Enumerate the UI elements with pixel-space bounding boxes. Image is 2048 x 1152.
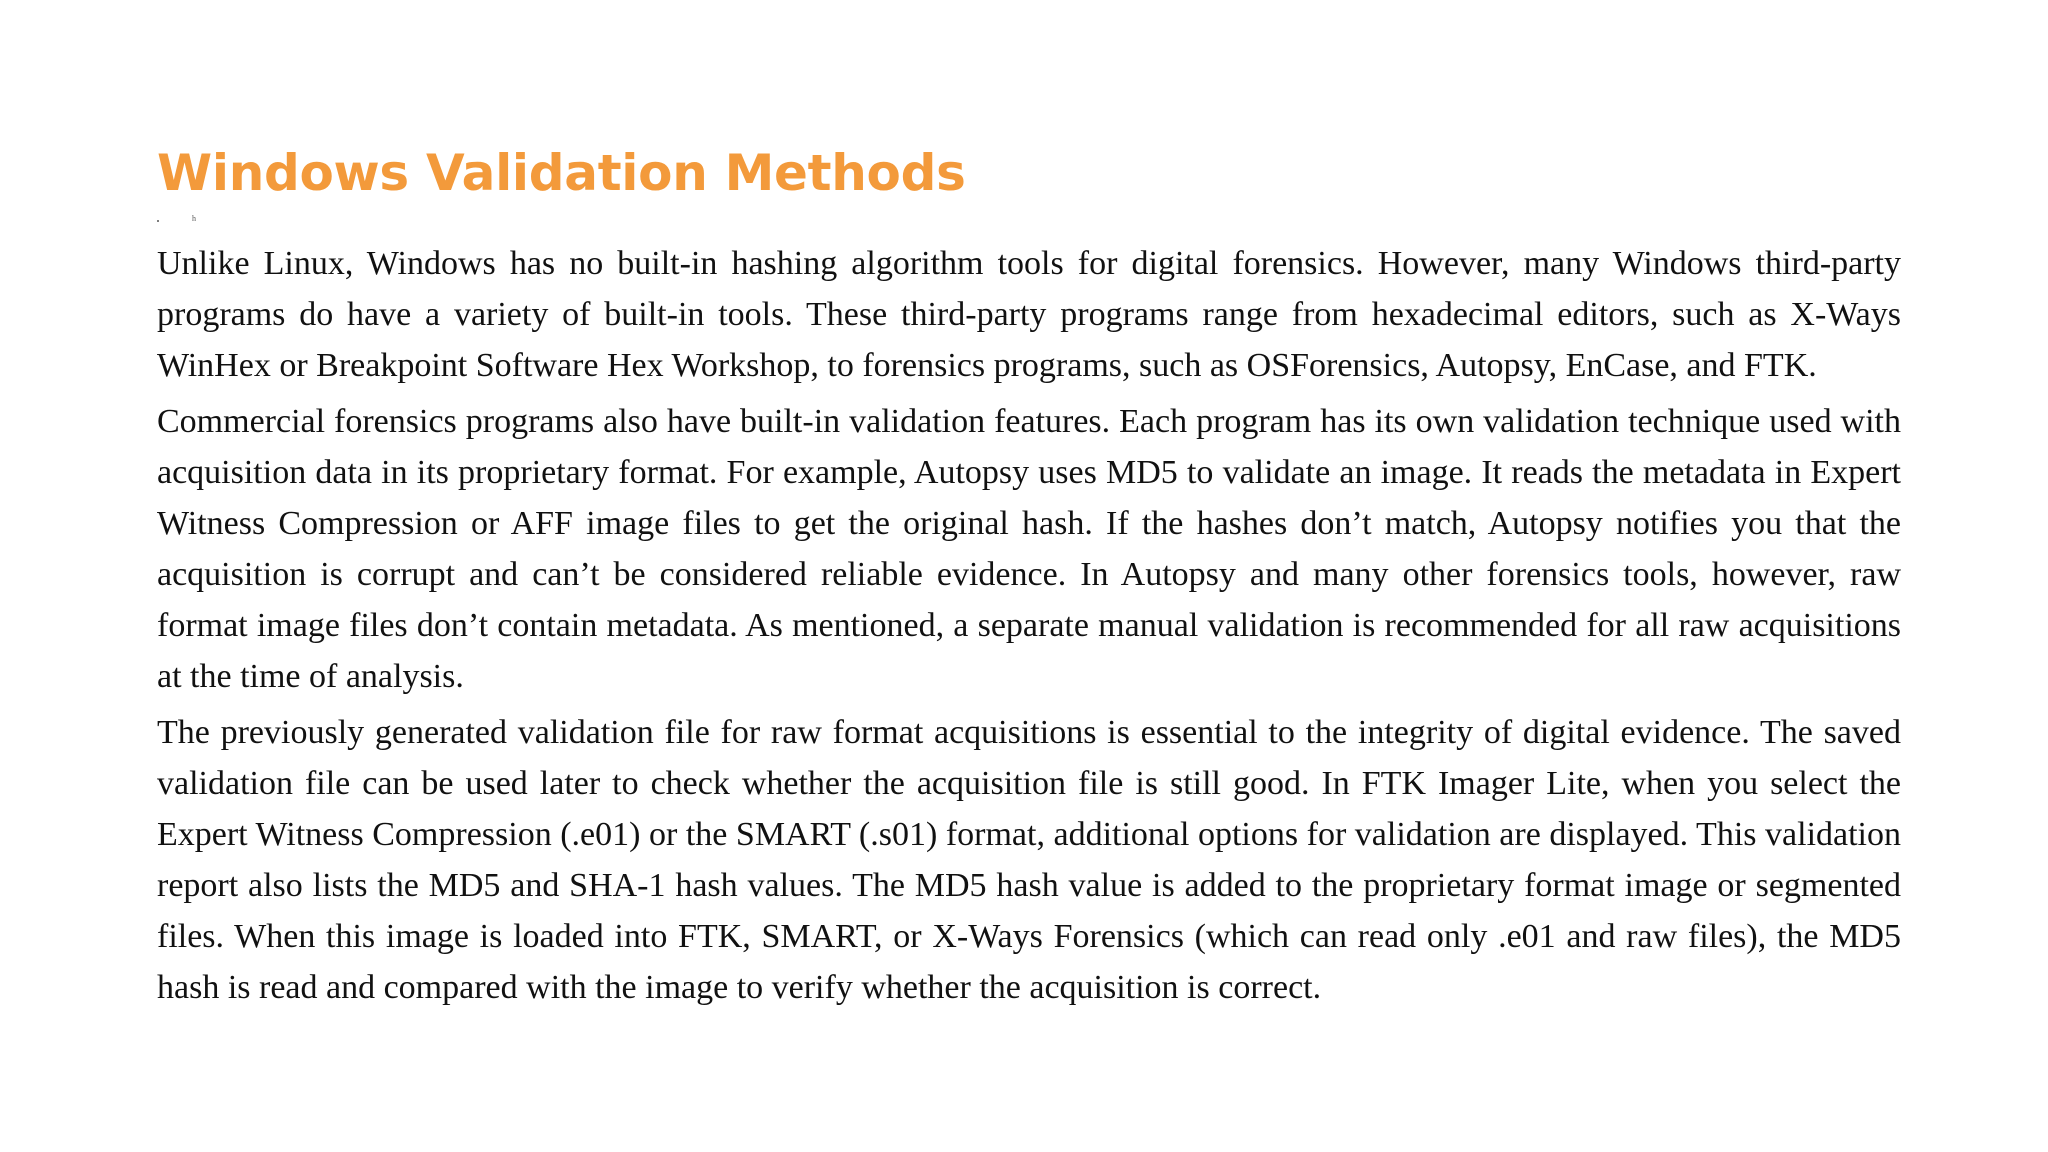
stray-marks: [157, 214, 217, 226]
paragraph-hashing-tools: Unlike Linux, Windows has no built-in hashing algorithm tools for digital forensics. However, many Windows third-party programs do have a variety of built-in tools. These third-party programs range from hexadecimal editors, such as X-Ways WinHex or Breakpoint Software Hex Workshop, to forensics programs, such as OSForensics, Autopsy, EnCase, and FTK.: [157, 245, 1901, 384]
slide-title: Windows Validation Methods: [157, 144, 966, 202]
paragraph-commercial-validation: Commercial forensics programs also have built-in validation features. Each program has its own validation technique used with acquisition data in its proprietary format. For example, Autopsy uses MD5 to validate an image. It reads the metadata in Expert Witness Compression or AFF image files to get the original hash. If the hashes don’t match, Autopsy notifies you that the acquisition is corrupt and can’t be considered reliable evidence. In Autopsy and many other forensics tools, however, raw format image files don’t contain metadata. As mentioned, a separate manual validation is recommended for all raw acquisitions at the time of analysis.: [157, 403, 1901, 695]
stray-mark: h: [192, 214, 196, 223]
bullet-dot: [157, 220, 159, 222]
slide-body: [157, 238, 1901, 1018]
paragraph-raw-validation: The previously generated validation file for raw format acquisitions is essential to the integrity of digital evidence. The saved validation file can be used later to check whether the acquisition file is still good. In FTK Imager Lite, when you select the Expert Witness Compression (.e01) or the SMART (.s01) format, additional options for validation are displayed. This validation report also lists the MD5 and SHA-1 hash values. The MD5 hash value is added to the proprietary format image or segmented files. When this image is loaded into FTK, SMART, or X-Ways Forensics (which can read only .e01 and raw files), the MD5 hash is read and compared with the image to verify whether the acquisition is correct.: [157, 714, 1901, 1006]
